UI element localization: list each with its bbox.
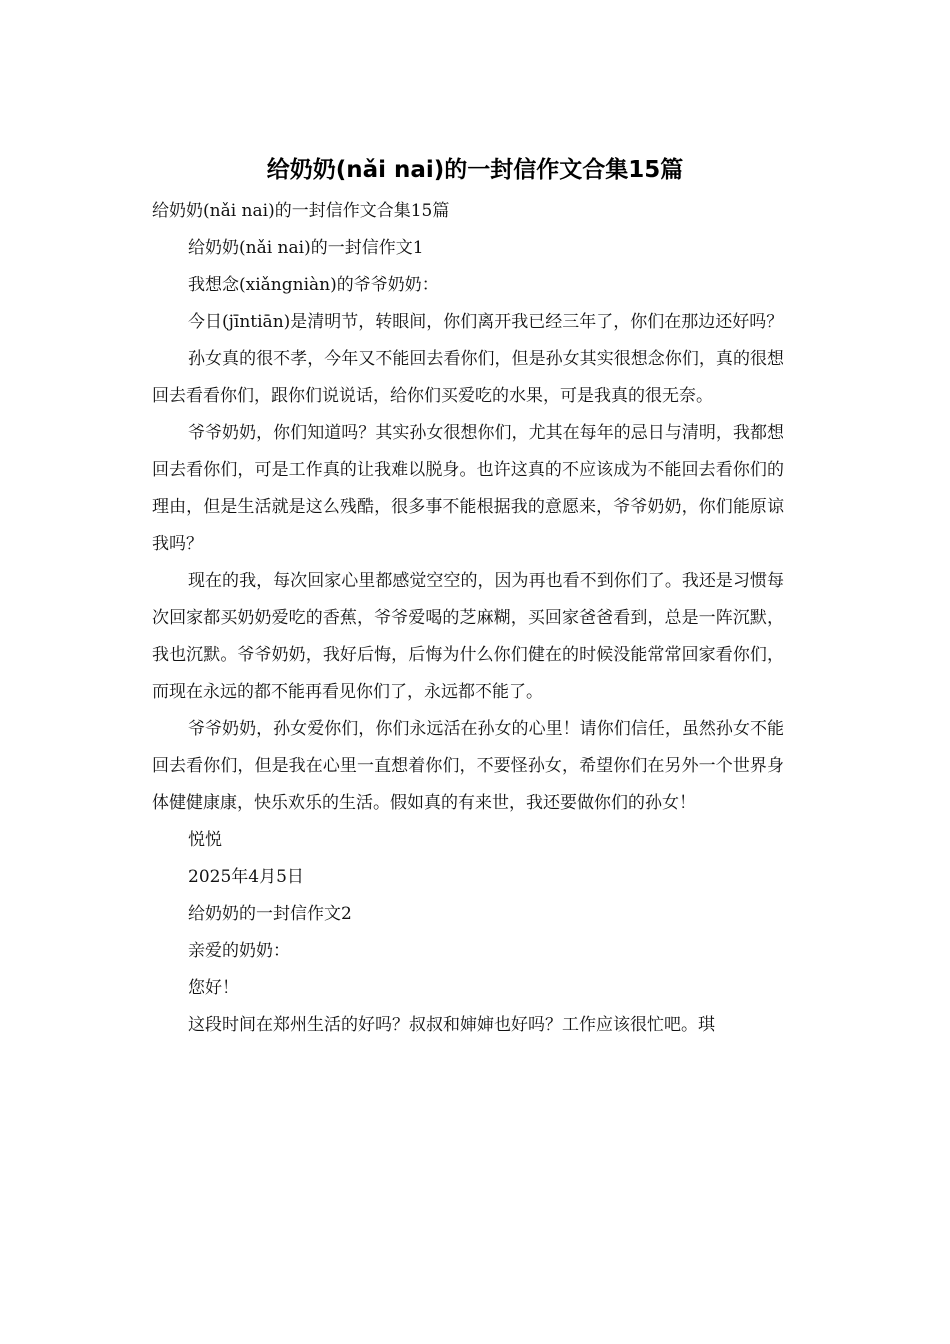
- body-paragraph: 今日(jīntiān)是清明节，转眼间，你们离开我已经三年了，你们在那边还好吗？: [188, 312, 784, 332]
- subtitle-paragraph: 给奶奶(nǎi nai)的一封信作文合集15篇: [152, 201, 450, 221]
- letter-signature: 悦悦: [188, 830, 222, 850]
- essay-heading: 给奶奶的一封信作文2: [188, 904, 352, 924]
- body-paragraph: 现在的我，每次回家心里都感觉空空的，因为再也看不到你们了。我还是习惯每次回家都买奶奶爱吃的香蕉，爷爷爱喝的芝麻糊，买回家爸爸看到，总是一阵沉默，我也沉默。爷爷奶奶，我好后悔，后悔为什么你们健在的时候没能常常回家看你们，而现在永远的都不能再看见你们了，永远都不能了。: [152, 571, 784, 702]
- body-paragraph: 孙女真的很不孝，今年又不能回去看你们，但是孙女其实很想念你们，真的很想回去看看你们，跟你们说说话，给你们买爱吃的水果，可是我真的很无奈。: [152, 349, 784, 406]
- letter-salutation: 亲爱的奶奶：: [188, 941, 290, 961]
- letter-greeting: 您好！: [188, 978, 239, 998]
- letter-date: 2025年4月5日: [188, 867, 304, 887]
- body-paragraph: 这段时间在郑州生活的好吗？叔叔和婶婶也好吗？工作应该很忙吧。琪: [188, 1015, 715, 1035]
- body-paragraph: 爷爷奶奶，你们知道吗？其实孙女很想你们，尤其在每年的忌日与清明，我都想回去看你们，可是工作真的让我难以脱身。也许这真的不应该成为不能回去看你们的理由，但是生活就是这么残酷，很多事不能根据我的意愿来，爷爷奶奶，你们能原谅我吗？: [152, 423, 784, 554]
- body-paragraph: 爷爷奶奶，孙女爱你们，你们永远活在孙女的心里！请你们信任，虽然孙女不能回去看你们，但是我在心里一直想着你们，不要怪孙女，希望你们在另外一个世界身体健健康康，快乐欢乐的生活。假如真的有来世，我还要做你们的孙女！: [152, 719, 784, 813]
- document-title: 给奶奶(nǎi nai)的一封信作文合集15篇: [266, 157, 684, 183]
- essay-heading: 给奶奶(nǎi nai)的一封信作文1: [188, 238, 424, 258]
- document-body: [152, 193, 784, 1044]
- letter-salutation: 我想念(xiǎngniàn)的爷爷奶奶：: [188, 275, 439, 295]
